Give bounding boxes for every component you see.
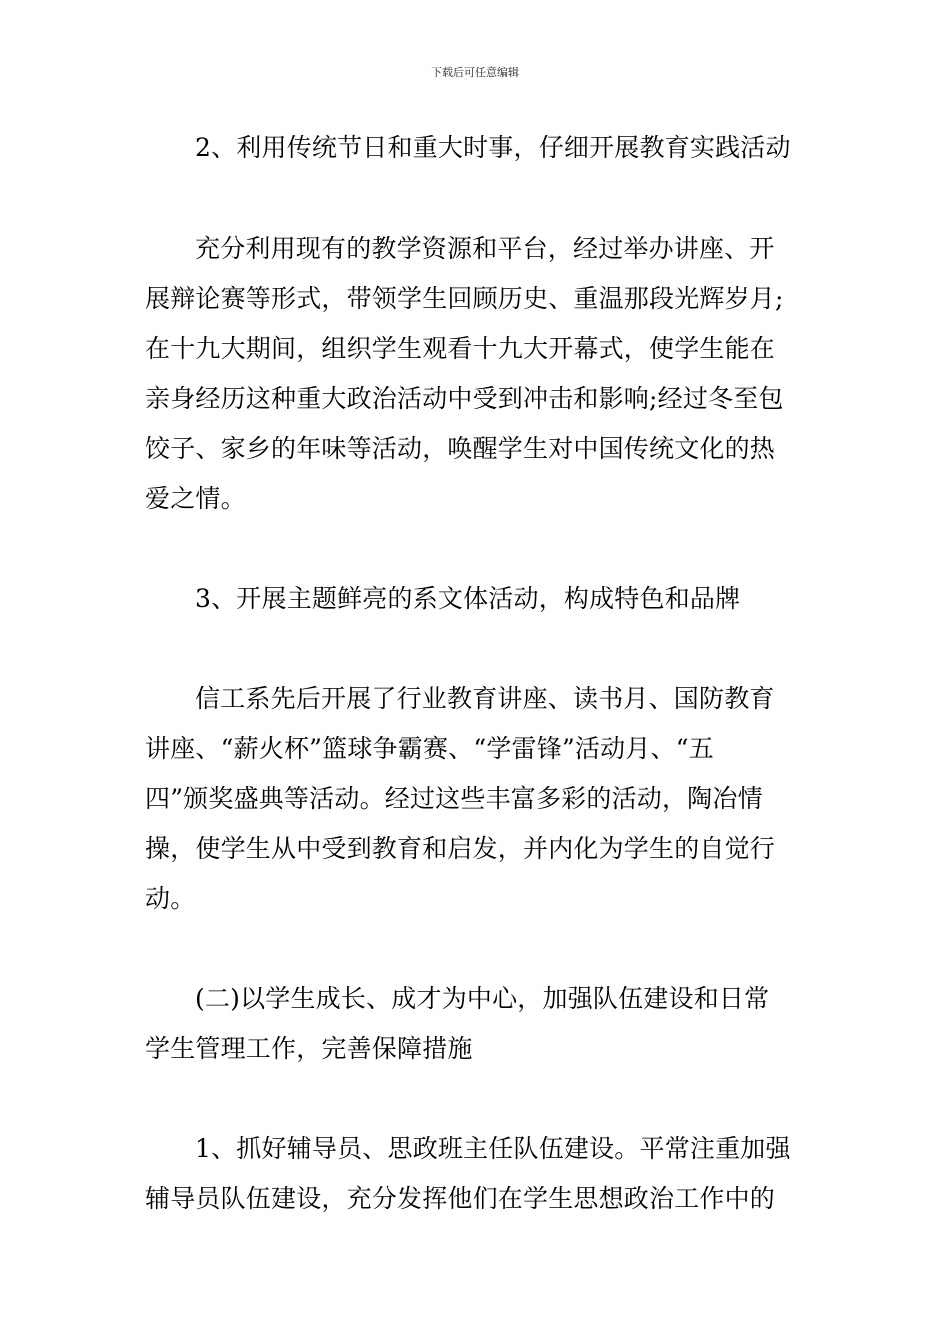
section-heading-2: (二)以学生成长、成才为中心，加强队伍建设和日常	[195, 984, 770, 1013]
paragraph-line: 1、抓好辅导员、思政班主任队伍建设。平常注重加强	[195, 1134, 791, 1163]
paragraph-line: 展辩论赛等形式，带领学生回顾历史、重温那段光辉岁月;	[145, 284, 784, 313]
paragraph-line: 在十九大期间，组织学生观看十九大开幕式，使学生能在	[145, 334, 776, 363]
paragraph-line: 动。	[145, 884, 196, 913]
paragraph-line: 充分利用现有的教学资源和平台，经过举办讲座、开	[195, 234, 775, 263]
page-header-note: 下载后可任意编辑	[431, 66, 519, 79]
subheading-2: 2、利用传统节日和重大时事，仔细开展教育实践活动	[195, 133, 791, 162]
paragraph-line: 亲身经历这种重大政治活动中受到冲击和影响;经过冬至包	[145, 384, 784, 413]
paragraph-line: 操，使学生从中受到教育和启发，并内化为学生的自觉行	[145, 834, 776, 863]
paragraph-line: 辅导员队伍建设，充分发挥他们在学生思想政治工作中的	[145, 1184, 776, 1213]
paragraph-line: 讲座、“薪火杯”篮球争霸赛、“学雷锋”活动月、“五	[145, 734, 714, 763]
paragraph-line: 饺子、家乡的年味等活动，唤醒学生对中国传统文化的热	[145, 434, 776, 463]
subheading-3: 3、开展主题鲜亮的系文体活动，构成特色和品牌	[195, 584, 741, 613]
paragraph-line: 信工系先后开展了行业教育讲座、读书月、国防教育	[195, 684, 775, 713]
section-heading-2-continued: 学生管理工作，完善保障措施	[145, 1034, 473, 1063]
paragraph-line: 四”颁奖盛典等活动。经过这些丰富多彩的活动，陶冶情	[145, 784, 763, 813]
paragraph-line: 爱之情。	[145, 484, 246, 513]
